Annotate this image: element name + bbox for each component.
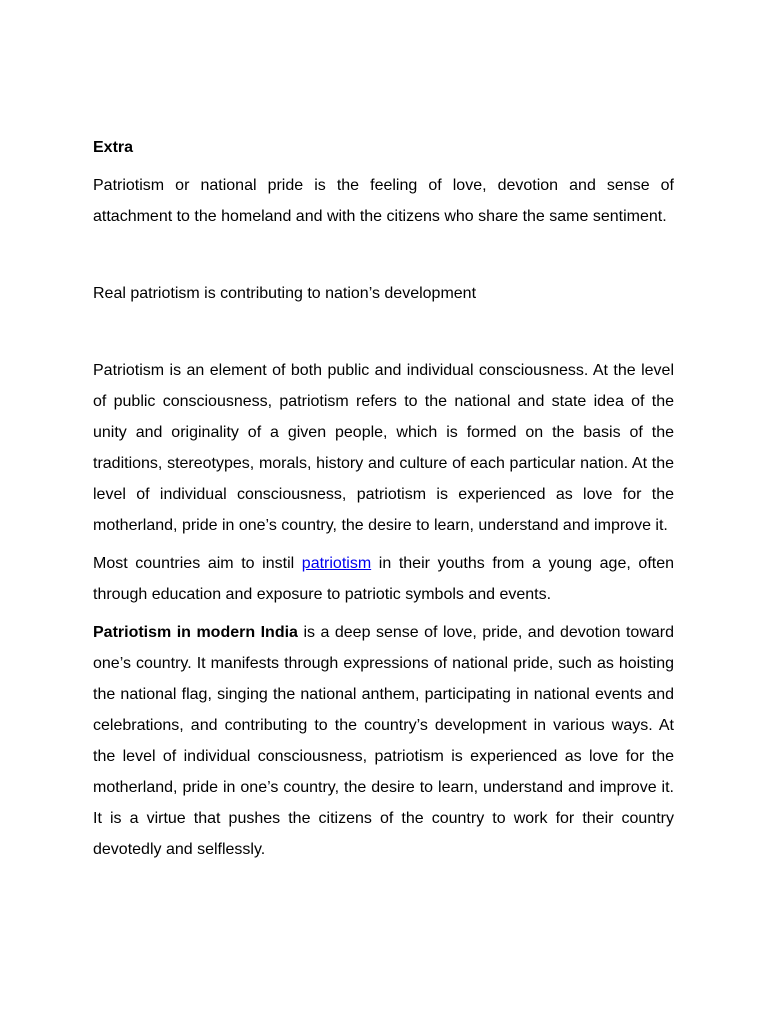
youth-paragraph [93, 548, 674, 610]
subheading-paragraph: Real patriotism is contributing to nation’s development [93, 285, 477, 302]
patriotism-link[interactable]: patriotism [301, 555, 372, 572]
india-paragraph [93, 617, 674, 865]
document-body [93, 132, 674, 865]
india-text: is a deep sense of love, pride, and devotion toward one’s country. It manifests through expressions of national pride, such as hoisting the national flag, singing the national anthem, participating in national events and celebrations, and contributing to the country’s development in various ways. At the level of individual consciousness, patriotism is experienced as love for the motherland, pride in one’s country, the desire to learn, understand and improve it. It is a virtue that pushes the citizens of the country to work for their country devotedly and selflessly. [93, 624, 674, 858]
india-bold-lead: Patriotism in modern India [93, 624, 298, 641]
youth-text-before: Most countries aim to instil [93, 555, 302, 572]
intro-paragraph: Patriotism or national pride is the feeling of love, devotion and sense of attachment to the homeland and with the citizens who share the same sentiment. [93, 177, 674, 225]
youth-text-after: in their youths from a young age, often through education and exposure to patriotic symbols and events. [93, 555, 675, 603]
section-heading: Extra [93, 139, 134, 156]
consciousness-paragraph: Patriotism is an element of both public and individual consciousness. At the level of public consciousness, patriotism refers to the national and state idea of the unity and originality of a given people, which is formed on the basis of the traditions, stereotypes, morals, history and culture of each particular nation. At the level of individual consciousness, patriotism is experienced as love for the motherland, pride in one’s country, the desire to learn, understand and improve it. [93, 362, 674, 534]
